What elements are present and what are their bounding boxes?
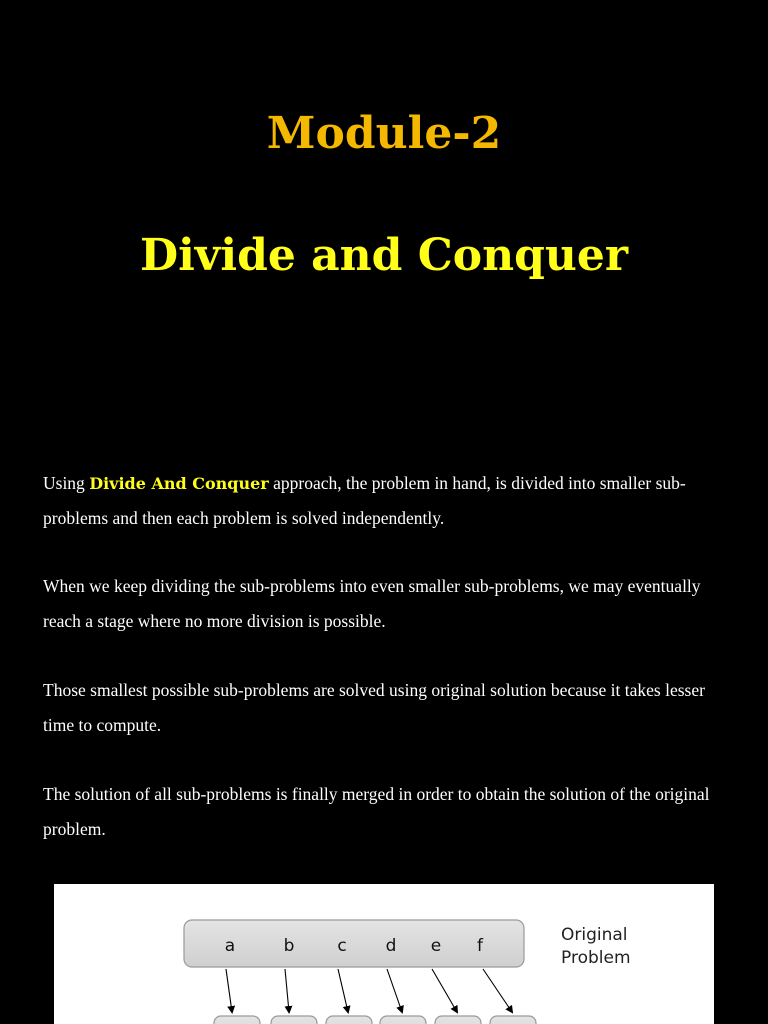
intro-text-start: Using xyxy=(43,473,90,493)
arrow-e xyxy=(432,969,457,1012)
element-label-a: a xyxy=(224,936,236,956)
module-title: Module-2 xyxy=(266,108,502,159)
sub-problem-box-d xyxy=(380,1016,426,1024)
arrow-c xyxy=(338,969,348,1012)
paragraph-merge: The solution of all sub-problems is finally merged in order to obtain the solution of the original problem. xyxy=(43,784,710,839)
topic-title: Divide and Conquer xyxy=(139,230,629,281)
paragraph-dividing: When we keep dividing the sub-problems into even smaller sub-problems, we may eventually reach a stage where no more division is possible. xyxy=(43,576,701,631)
original-label-line1: Original xyxy=(561,925,628,945)
original-label-line2: Problem xyxy=(561,948,631,968)
element-label-d: d xyxy=(385,936,397,956)
sub-problem-box-b xyxy=(271,1016,317,1024)
arrow-a xyxy=(226,969,232,1012)
intro-text-end: approach, the problem in hand, is divided into smaller sub-problems and then each problem is solved independently. xyxy=(43,473,686,528)
arrow-f xyxy=(483,969,512,1012)
divide-diagram xyxy=(54,884,714,1024)
highlight-term: Divide And Conquer xyxy=(89,474,269,493)
element-label-b: b xyxy=(283,936,295,956)
element-label-e: e xyxy=(430,936,442,956)
paragraph-intro xyxy=(43,466,733,536)
element-label-c: c xyxy=(337,936,347,956)
arrow-b xyxy=(285,969,289,1012)
paragraph-smallest: Those smallest possible sub-problems are solved using original solution because it takes lesser time to compute. xyxy=(43,680,705,735)
sub-problem-box-e xyxy=(435,1016,481,1024)
element-label-f: f xyxy=(477,936,483,956)
sub-problem-box-f xyxy=(490,1016,536,1024)
diagram-canvas xyxy=(54,884,714,1024)
sub-problem-box-c xyxy=(326,1016,372,1024)
sub-problem-box-a xyxy=(214,1016,260,1024)
arrow-d xyxy=(387,969,402,1012)
